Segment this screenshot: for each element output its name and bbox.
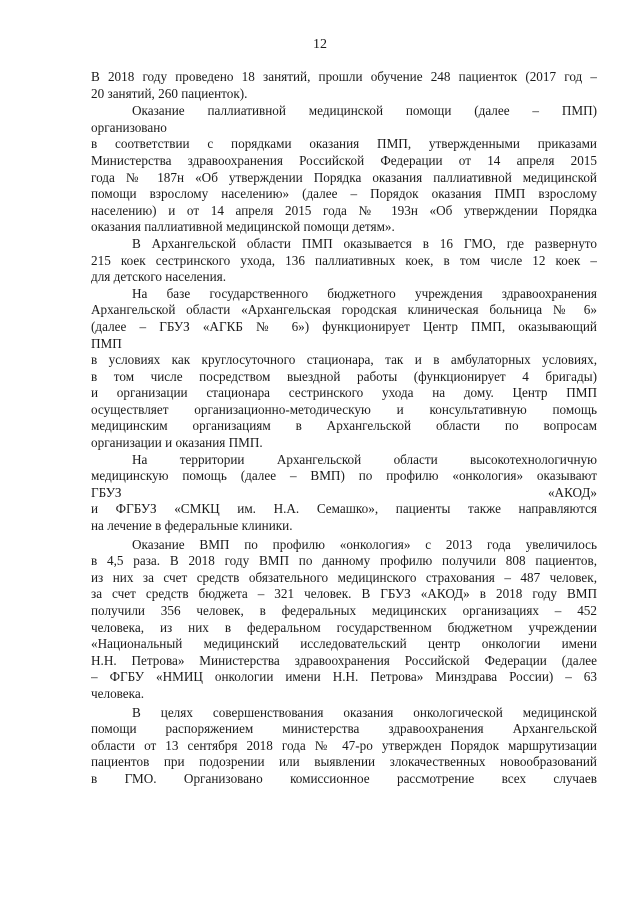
- text-line: ГБУЗ «АКОД»: [91, 484, 597, 500]
- text-line: Н.Н. Петрова» Министерства здравоохранения Российской Федерации (далее: [91, 652, 597, 668]
- text-line: – ФГБУ «НМИЦ онкологии имени Н.Н. Петрова» Минздрава России) – 63: [91, 669, 597, 685]
- text-line: для детского населения.: [91, 269, 226, 285]
- text-line: и ФГБУЗ «СМКЦ им. Н.А. Семашко», пациенты также направляются: [91, 501, 597, 517]
- text-line: помощи взрослому населению» (далее – Порядок оказания ПМП взрослому: [91, 186, 597, 202]
- text-line: на лечение в федеральные клиники.: [91, 518, 293, 534]
- text-line: Оказание ВМП по профилю «онкология» с 2013 года увеличилось: [132, 536, 597, 552]
- text-line: в соответствии с порядками оказания ПМП, утвержденными приказами: [91, 136, 597, 152]
- text-line: года № 187н «Об утверждении Порядка оказания паллиативной медицинской: [91, 169, 597, 185]
- text-line: за счет средств бюджета – 321 человек. В ГБУЗ «АКОД» в 2018 году ВМП: [91, 586, 597, 602]
- text-line: помощи распоряжением министерства здравоохранения Архангельской: [91, 721, 597, 737]
- page-number: 12: [313, 37, 327, 52]
- text-line: оказания паллиативной медицинской помощи детям».: [91, 219, 395, 235]
- text-line: На территории Архангельской области высокотехнологичную: [132, 451, 597, 467]
- text-line: организовано: [91, 119, 167, 135]
- text-line: Министерства здравоохранения Российской Федерации от 14 апреля 2015: [91, 152, 597, 168]
- text-line: населению) и от 14 апреля 2015 года № 193н «Об утверждении Порядка: [91, 202, 597, 218]
- text-line: ПМП: [91, 335, 122, 351]
- text-line: из них за счет средств обязательного медицинского страхования – 487 человек,: [91, 569, 597, 585]
- text-line: медицинскую помощь (далее – ВМП) по профилю «онкология» оказывают: [91, 468, 597, 484]
- text-line: и организации стационара сестринского ухода на дому. Центр ПМП: [91, 385, 597, 401]
- text-line: Архангельской области «Архангельская городская клиническая больница № 6»: [91, 302, 597, 318]
- text-line: в 4,5 раза. В 2018 году ВМП по данному профилю получили 808 пациентов,: [91, 553, 597, 569]
- text-line: пациентов при подозрении или выявлении злокачественных новообразований: [91, 754, 597, 770]
- text-line: в том числе посредством выездной работы (функционирует 4 бригады): [91, 368, 597, 384]
- text-line: Оказание паллиативной медицинской помощи (далее – ПМП): [132, 103, 597, 119]
- text-line: В Архангельской области ПМП оказывается в 16 ГМО, где развернуто: [132, 235, 597, 251]
- text-line: человека, из них в федеральном государственном бюджетном учреждении: [91, 619, 597, 635]
- document-body: [91, 69, 597, 788]
- text-line: получили 356 человек, в федеральных медицинских организациях – 452: [91, 603, 597, 618]
- text-line: В целях совершенствования оказания онкологической медицинской: [132, 704, 597, 720]
- text-line: «Национальный медицинский исследовательский центр онкологии имени: [91, 636, 597, 652]
- text-line: В 2018 году проведено 18 занятий, прошли обучение 248 пациенток (2017 год –: [91, 69, 597, 84]
- text-line: в ГМО. Организовано комиссионное рассмотрение всех случаев: [91, 770, 597, 786]
- text-line: 215 коек сестринского ухода, 136 паллиативных коек, в том числе 12 коек –: [91, 252, 597, 268]
- text-line: (далее – ГБУЗ «АГКБ № 6») функционирует Центр ПМП, оказывающий: [91, 318, 597, 334]
- text-line: человека.: [91, 685, 145, 701]
- text-line: в условиях как круглосуточного стационара, так и в амбулаторных условиях,: [91, 352, 597, 368]
- text-line: 20 занятий, 260 пациенток).: [91, 85, 248, 101]
- text-line: области от 13 сентября 2018 года № 47-ро утвержден Порядок маршрутизации: [91, 737, 597, 753]
- text-line: медицинским организациям в Архангельской области по вопросам: [91, 418, 597, 434]
- text-line: осуществляет организационно-методическую и консультативную помощь: [91, 401, 597, 417]
- text-line: На базе государственного бюджетного учреждения здравоохранения: [132, 285, 597, 301]
- text-line: организации и оказания ПМП.: [91, 435, 263, 451]
